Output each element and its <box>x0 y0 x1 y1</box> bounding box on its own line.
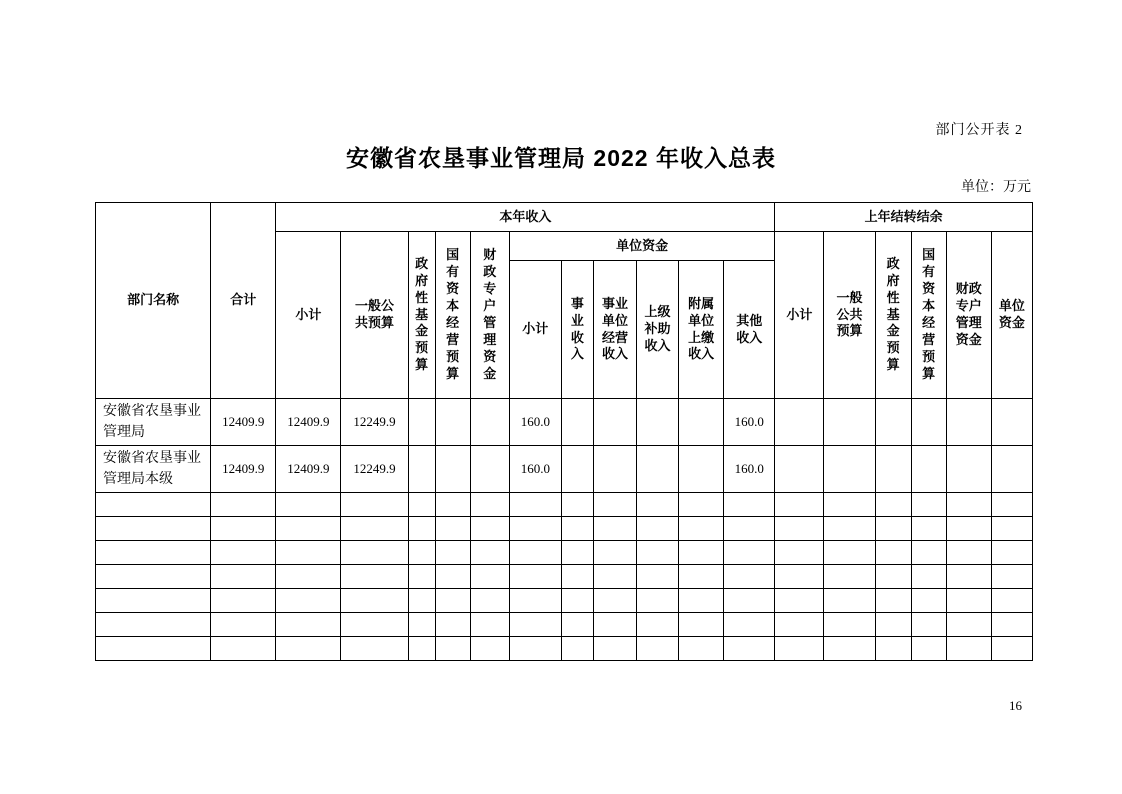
value-cell <box>509 493 561 517</box>
value-cell <box>470 565 509 589</box>
value-cell <box>911 637 946 661</box>
value-cell <box>470 613 509 637</box>
value-cell <box>593 565 636 589</box>
department-name-cell <box>96 517 211 541</box>
value-cell <box>637 589 679 613</box>
header-row-groups <box>96 203 1033 232</box>
col-group-current-year-income: 本年收入 <box>276 203 775 232</box>
value-cell <box>679 517 724 541</box>
value-cell <box>824 589 875 613</box>
department-name-cell <box>96 589 211 613</box>
value-cell <box>991 565 1032 589</box>
value-cell <box>637 493 679 517</box>
value-cell <box>679 399 724 446</box>
table-row <box>96 446 1033 493</box>
value-cell <box>470 446 509 493</box>
value-cell <box>875 637 911 661</box>
value-cell <box>435 517 470 541</box>
col-header-department-name: 部门名称 <box>96 203 211 399</box>
value-cell <box>435 446 470 493</box>
department-name-cell <box>96 541 211 565</box>
value-cell <box>724 493 775 517</box>
value-cell <box>775 493 824 517</box>
value-cell <box>509 613 561 637</box>
table-header <box>96 203 1033 399</box>
col-header-cy-govt-fund-budget: 政府性基金预算 <box>408 232 435 399</box>
value-cell: 160.0 <box>724 446 775 493</box>
value-cell <box>824 637 875 661</box>
value-cell <box>561 493 593 517</box>
value-cell <box>593 399 636 446</box>
value-cell <box>824 517 875 541</box>
table-row <box>96 493 1033 517</box>
table-row <box>96 613 1033 637</box>
value-cell <box>724 541 775 565</box>
value-cell <box>509 565 561 589</box>
col-header-uf-business-income: 事业收入 <box>561 261 593 399</box>
table-row <box>96 637 1033 661</box>
value-cell <box>679 565 724 589</box>
value-cell <box>946 589 991 613</box>
value-cell <box>911 399 946 446</box>
value-cell <box>470 517 509 541</box>
value-cell <box>911 446 946 493</box>
value-cell <box>276 493 341 517</box>
value-cell <box>724 517 775 541</box>
value-cell <box>946 613 991 637</box>
value-cell <box>824 541 875 565</box>
value-cell: 12249.9 <box>341 446 408 493</box>
value-cell <box>637 517 679 541</box>
value-cell <box>276 565 341 589</box>
value-cell <box>875 446 911 493</box>
value-cell <box>561 541 593 565</box>
value-cell <box>946 493 991 517</box>
value-cell <box>561 399 593 446</box>
value-cell <box>470 541 509 565</box>
value-cell <box>679 613 724 637</box>
value-cell <box>211 565 276 589</box>
value-cell <box>775 613 824 637</box>
value-cell <box>408 637 435 661</box>
value-cell <box>593 589 636 613</box>
value-cell: 12409.9 <box>276 399 341 446</box>
value-cell <box>435 565 470 589</box>
value-cell <box>724 589 775 613</box>
value-cell <box>824 565 875 589</box>
value-cell <box>470 637 509 661</box>
value-cell <box>470 589 509 613</box>
col-header-cy-state-capital-budget: 国有资本经营预算 <box>435 232 470 399</box>
table-row <box>96 541 1033 565</box>
value-cell <box>593 541 636 565</box>
value-cell <box>775 565 824 589</box>
value-cell <box>911 613 946 637</box>
value-cell <box>211 541 276 565</box>
value-cell <box>679 589 724 613</box>
department-name-cell: 安徽省农垦事业管理局本级 <box>96 446 211 493</box>
value-cell: 160.0 <box>724 399 775 446</box>
value-cell <box>211 613 276 637</box>
col-header-py-general-public-budget: 一般公共预算 <box>824 232 875 399</box>
department-name-cell <box>96 493 211 517</box>
value-cell <box>509 541 561 565</box>
value-cell <box>775 637 824 661</box>
value-cell <box>679 446 724 493</box>
col-header-py-govt-fund-budget: 政府性基金预算 <box>875 232 911 399</box>
value-cell <box>561 589 593 613</box>
value-cell <box>593 637 636 661</box>
value-cell <box>435 399 470 446</box>
value-cell <box>775 399 824 446</box>
value-cell <box>991 493 1032 517</box>
col-header-py-subtotal: 小计 <box>775 232 824 399</box>
value-cell <box>946 446 991 493</box>
table-row <box>96 517 1033 541</box>
col-header-cy-subtotal: 小计 <box>276 232 341 399</box>
unit-note: 单位：万元 <box>961 180 1031 195</box>
value-cell <box>593 613 636 637</box>
value-cell <box>276 517 341 541</box>
value-cell <box>341 613 408 637</box>
value-cell <box>875 589 911 613</box>
value-cell <box>408 517 435 541</box>
table-row <box>96 589 1033 613</box>
value-cell <box>211 589 276 613</box>
col-header-uf-superior-subsidy-income: 上级补助收入 <box>637 261 679 399</box>
value-cell <box>724 613 775 637</box>
value-cell <box>875 613 911 637</box>
value-cell <box>946 565 991 589</box>
value-cell <box>341 493 408 517</box>
value-cell <box>946 399 991 446</box>
value-cell <box>991 589 1032 613</box>
value-cell <box>824 493 875 517</box>
value-cell <box>724 637 775 661</box>
value-cell <box>637 565 679 589</box>
value-cell <box>341 589 408 613</box>
value-cell <box>875 541 911 565</box>
department-name-cell: 安徽省农垦事业管理局 <box>96 399 211 446</box>
value-cell <box>875 399 911 446</box>
value-cell <box>470 493 509 517</box>
value-cell <box>341 541 408 565</box>
table-row <box>96 399 1033 446</box>
value-cell <box>911 541 946 565</box>
value-cell <box>408 589 435 613</box>
value-cell <box>946 637 991 661</box>
value-cell: 12249.9 <box>341 399 408 446</box>
table-row <box>96 565 1033 589</box>
col-header-uf-operating-income: 事业单位经营收入 <box>593 261 636 399</box>
value-cell <box>408 541 435 565</box>
col-header-uf-subtotal: 小计 <box>509 261 561 399</box>
value-cell: 160.0 <box>509 399 561 446</box>
value-cell <box>991 613 1032 637</box>
col-header-py-unit-funds: 单位资金 <box>991 232 1032 399</box>
value-cell <box>946 517 991 541</box>
value-cell <box>408 613 435 637</box>
value-cell <box>341 517 408 541</box>
value-cell <box>276 589 341 613</box>
value-cell <box>911 517 946 541</box>
value-cell <box>637 637 679 661</box>
value-cell <box>824 446 875 493</box>
col-header-py-fiscal-account-funds: 财政专户管理资金 <box>946 232 991 399</box>
value-cell <box>679 493 724 517</box>
value-cell <box>561 517 593 541</box>
value-cell <box>509 637 561 661</box>
value-cell <box>824 399 875 446</box>
value-cell <box>435 637 470 661</box>
value-cell: 160.0 <box>509 446 561 493</box>
value-cell <box>435 613 470 637</box>
value-cell <box>435 589 470 613</box>
value-cell <box>561 637 593 661</box>
value-cell <box>824 613 875 637</box>
value-cell <box>276 613 341 637</box>
value-cell <box>775 589 824 613</box>
value-cell <box>679 541 724 565</box>
value-cell <box>211 637 276 661</box>
value-cell: 12409.9 <box>211 446 276 493</box>
department-name-cell <box>96 613 211 637</box>
page-title: 安徽省农垦事业管理局 2022 年收入总表 <box>346 145 776 171</box>
value-cell <box>561 446 593 493</box>
value-cell <box>775 517 824 541</box>
value-cell <box>637 399 679 446</box>
value-cell <box>509 589 561 613</box>
value-cell <box>875 517 911 541</box>
col-header-uf-other-income: 其他收入 <box>724 261 775 399</box>
value-cell <box>435 541 470 565</box>
value-cell <box>911 589 946 613</box>
value-cell <box>991 541 1032 565</box>
col-header-uf-affiliated-remittance-income: 附属单位上缴收入 <box>679 261 724 399</box>
value-cell <box>775 446 824 493</box>
value-cell <box>211 493 276 517</box>
value-cell <box>408 399 435 446</box>
col-header-py-state-capital-budget: 国有资本经营预算 <box>911 232 946 399</box>
value-cell <box>276 637 341 661</box>
value-cell <box>911 565 946 589</box>
value-cell: 12409.9 <box>276 446 341 493</box>
col-header-grand-total: 合计 <box>211 203 276 399</box>
table-body <box>96 399 1033 661</box>
value-cell <box>408 493 435 517</box>
value-cell <box>991 517 1032 541</box>
value-cell <box>637 446 679 493</box>
col-group-unit-funds: 单位资金 <box>509 232 775 261</box>
value-cell <box>509 517 561 541</box>
value-cell <box>775 541 824 565</box>
value-cell <box>679 637 724 661</box>
value-cell <box>435 493 470 517</box>
col-header-cy-general-public-budget: 一般公共预算 <box>341 232 408 399</box>
col-group-previous-year-carryover: 上年结转结余 <box>775 203 1033 232</box>
value-cell <box>991 637 1032 661</box>
value-cell <box>593 446 636 493</box>
value-cell <box>637 541 679 565</box>
value-cell <box>724 565 775 589</box>
value-cell <box>408 565 435 589</box>
department-name-cell <box>96 637 211 661</box>
value-cell <box>875 493 911 517</box>
value-cell <box>341 637 408 661</box>
page-number: 16 <box>1009 698 1022 713</box>
value-cell <box>911 493 946 517</box>
value-cell <box>991 446 1032 493</box>
corner-table-label: 部门公开表 2 <box>935 123 1023 138</box>
value-cell <box>991 399 1032 446</box>
value-cell <box>593 493 636 517</box>
value-cell <box>470 399 509 446</box>
value-cell <box>946 541 991 565</box>
income-summary-table <box>95 202 1033 661</box>
value-cell: 12409.9 <box>211 399 276 446</box>
value-cell <box>408 446 435 493</box>
value-cell <box>875 565 911 589</box>
value-cell <box>561 613 593 637</box>
value-cell <box>593 517 636 541</box>
value-cell <box>561 565 593 589</box>
value-cell <box>276 541 341 565</box>
department-name-cell <box>96 565 211 589</box>
col-header-cy-fiscal-account-funds: 财政专户管理资金 <box>470 232 509 399</box>
value-cell <box>211 517 276 541</box>
value-cell <box>341 565 408 589</box>
value-cell <box>637 613 679 637</box>
